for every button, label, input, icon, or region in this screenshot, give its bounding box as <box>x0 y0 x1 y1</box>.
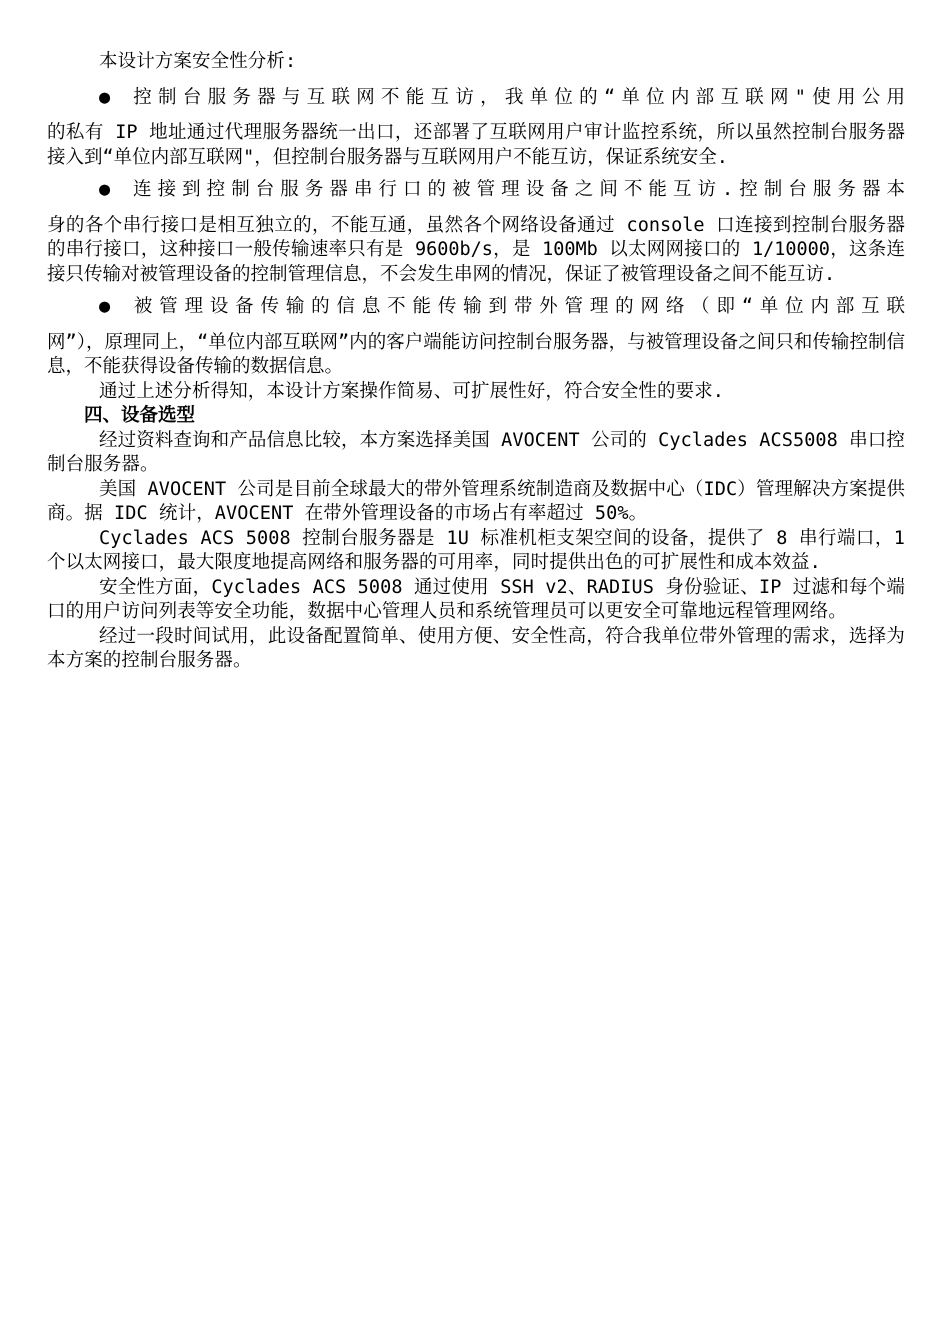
bullet-item <box>47 86 905 171</box>
body-paragraph: 经过一段时间试用，此设备配置简单、使用方便、安全性高，符合我单位带外管理的需求，选择为本方案的控制台服务器。 <box>47 625 905 671</box>
bullet-head <box>47 295 905 320</box>
bullet-item <box>47 295 905 380</box>
section-heading: 四、设备选型 <box>84 405 196 426</box>
bullet-dot-icon: ● <box>99 86 111 108</box>
bullet-head-text: 控制台服务器与互联网不能互访，我单位的“单位内部互联网"使用公用 <box>127 86 905 108</box>
body-paragraph: 美国 AVOCENT 公司是目前全球最大的带外管理系统制造商及数据中心（IDC）管理解决方案提供商。据 IDC 统计，AVOCENT 在带外管理设备的市场占有率超过 50%。 <box>47 478 905 524</box>
body-paragraph: 经过资料查询和产品信息比较，本方案选择美国 AVOCENT 公司的 Cyclades ACS5008 串口控制台服务器。 <box>47 429 905 475</box>
bullet-body: 的私有 IP 地址通过代理服务器统一出口，还部署了互联网用户审计监控系统，所以虽然控制台服务器接入到“单位内部互联网"，但控制台服务器与互联网用户不能互访，保证系统安全. <box>47 122 905 168</box>
bullet-head-text: 被管理设备传输的信息不能传输到带外管理的网络（即“单位内部互联 <box>127 296 905 317</box>
bullet-body: 身的各个串行接口是相互独立的，不能互通，虽然各个网络设备通过 console 口连接到控制台服务器的串行接口，这种接口一般传输速率只有是 9600b/s，是 100Mb 以太网网接口的 1/10000，这条连接只传输对被管理设备的控制管理信息，不会发生串网的情况，保证了被管理设备之间不能互访. <box>47 214 905 285</box>
body-paragraph: 安全性方面，Cyclades ACS 5008 通过使用 SSH v2、RADIUS 身份验证、IP 过滤和每个端口的用户访问列表等安全功能，数据中心管理人员和系统管理员可以更安全可靠地远程管理网络。 <box>47 576 905 622</box>
bullet-dot-icon: ● <box>99 179 111 200</box>
bullet-head <box>47 86 905 111</box>
bullet-item <box>47 178 905 287</box>
bullet-dot-icon: ● <box>99 296 111 317</box>
document-page <box>47 50 905 674</box>
body-paragraph: Cyclades ACS 5008 控制台服务器是 1U 标准机柜支架空间的设备，提供了 8 串行端口，1 个以太网接口，最大限度地提高网络和服务器的可用率，同时提供出色的可扩展性和成本效益. <box>47 527 905 573</box>
intro-line: 本设计方案安全性分析: <box>99 51 297 72</box>
bullet-head-text: 连接到控制台服务器串行口的被管理设备之间不能互访.控制台服务器本 <box>127 179 905 200</box>
bullet-head <box>47 178 905 203</box>
summary-paragraph: 通过上述分析得知，本设计方案操作简易、可扩展性好，符合安全性的要求. <box>99 380 725 402</box>
bullet-body: 网”），原理同上，“单位内部互联网”内的客户端能访问控制台服务器，与被管理设备之间只和传输控制信息，不能获得设备传输的数据信息。 <box>47 331 905 377</box>
